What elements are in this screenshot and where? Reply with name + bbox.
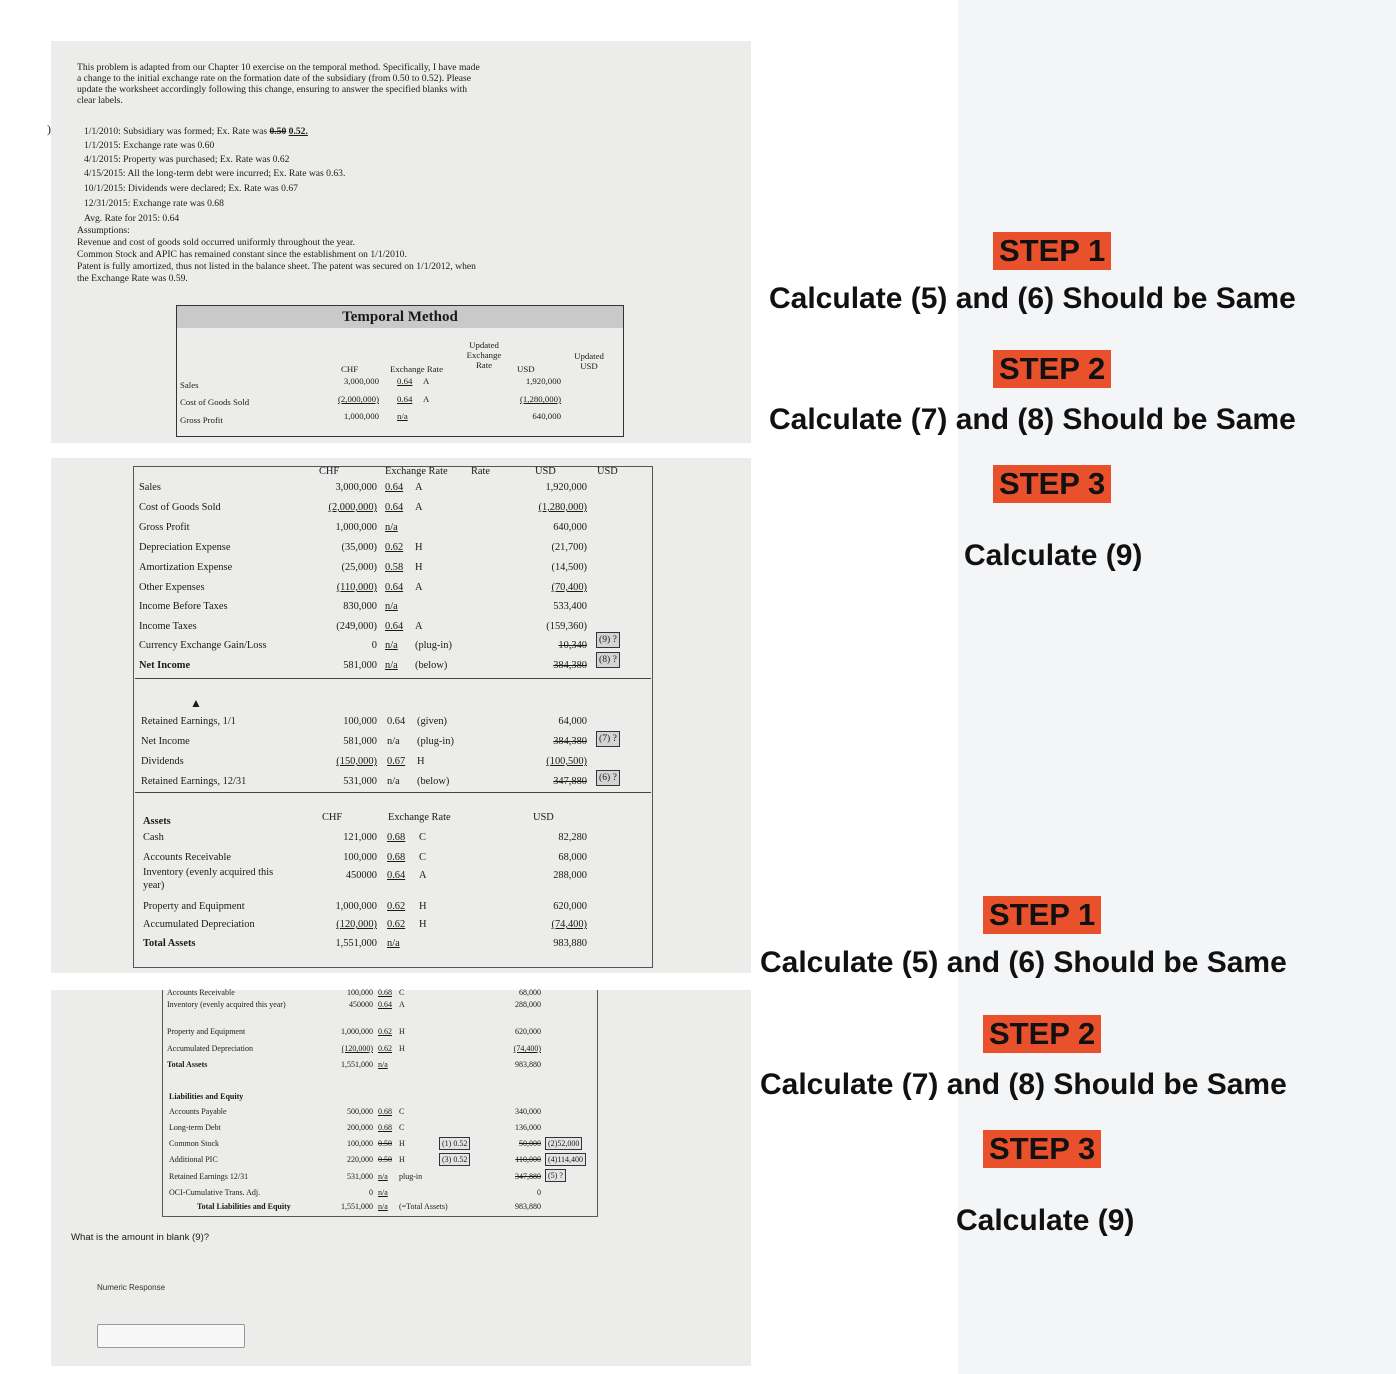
bs-asset-usd: 983,880 (515, 1060, 541, 1069)
numeric-response-input[interactable] (97, 1324, 245, 1348)
bs-asset-rate: 0.62 (378, 1027, 392, 1036)
tm-row-rate: 0.64 (397, 376, 413, 386)
temporal-method-title: Temporal Method (177, 306, 623, 328)
bs-asset-chf: (120,000) (341, 1044, 373, 1053)
tm-row-label: Gross Profit (180, 415, 223, 425)
bs-liab-label: Accounts Payable (169, 1107, 227, 1116)
bs-liab-code: (=Total Assets) (399, 1202, 448, 1211)
asset-row-chf: 1,551,000 (335, 938, 377, 949)
re-row-code: (given) (417, 716, 448, 727)
asset-row-usd: 68,000 (558, 852, 587, 863)
bs-asset-usd: (74,400) (513, 1044, 541, 1053)
problem-statement-image (47, 41, 751, 443)
fact-line-5: 10/1/2015: Dividends were declared; Ex. Rate was 0.67 (84, 183, 298, 194)
bs-asset-rate: 0.68 (378, 988, 392, 997)
is-row-chf: (35,000) (341, 542, 377, 553)
intro-line-4: clear labels. (77, 95, 123, 106)
bs-liab-code: plug-in (399, 1172, 423, 1181)
is-row-chf: (2,000,000) (328, 502, 377, 513)
tm-row-label: Cost of Goods Sold (180, 397, 250, 407)
is-row-usd: (159,360) (546, 621, 587, 632)
tm-header-chf: CHF (341, 364, 359, 374)
asset-row-rate: 0.64 (387, 870, 406, 881)
bs-liab-label: Common Stock (169, 1139, 220, 1148)
is-row-chf: 3,000,000 (335, 482, 377, 493)
bs-liab-rate: n/a (378, 1202, 388, 1211)
asset-row-rate: n/a (387, 938, 400, 949)
assets-label: Assets (143, 816, 171, 827)
step-2-badge: STEP 2 (993, 350, 1111, 388)
asset-row-rate: 0.68 (387, 852, 406, 863)
is-row-label: Gross Profit (139, 522, 190, 533)
re-row-label: Net Income (141, 736, 190, 747)
asset-row-label: Accumulated Depreciation (143, 919, 255, 930)
balance-sheet-frame (162, 990, 598, 1217)
bs-liab-chf: 500,000 (347, 1107, 373, 1116)
is-row-chf: (25,000) (341, 562, 377, 573)
is-row-code: A (415, 621, 423, 632)
blank-2: (2)52,000 (545, 1137, 582, 1150)
tm-row-chf: 1,000,000 (343, 411, 379, 421)
is-row-code: H (415, 562, 423, 573)
is-header-chf: CHF (319, 466, 340, 477)
bs-liab-usd: 136,000 (515, 1123, 541, 1132)
is-header-exchange-rate: Exchange Rate (385, 466, 448, 477)
re-row-rate: 0.64 (387, 716, 406, 727)
bs-asset-usd: 288,000 (515, 1000, 541, 1009)
intro-line-3: update the worksheet accordingly following this change, ensuring to answer the specified blanks with (77, 84, 468, 95)
assets-header-exchange-rate: Exchange Rate (388, 812, 451, 823)
bs-asset-label: Accounts Receivable (167, 988, 235, 997)
blank-5: (5) ? (545, 1169, 566, 1182)
bs-liab-rate: n/a (378, 1172, 388, 1181)
bs-liab-usd: 347,880 (515, 1172, 541, 1181)
re-row-usd: 347,880 (553, 776, 587, 787)
temporal-method-table (176, 305, 624, 437)
step-1-text: Calculate (5) and (6) Should be Same (769, 282, 1296, 315)
step-2-text-repeat: Calculate (7) and (8) Should be Same (760, 1068, 1287, 1101)
liabilities-label: Liabilities and Equity (169, 1092, 244, 1101)
intro-line-2: a change to the initial exchange rate on the formation date of the subsidiary (from 0.50 to 0.52). Please (77, 73, 472, 84)
bs-asset-label: Property and Equipment (167, 1027, 246, 1036)
bs-liab-code: C (399, 1123, 405, 1132)
fact-line-6: 12/31/2015: Exchange rate was 0.68 (84, 198, 224, 209)
step-3-badge: STEP 3 (993, 465, 1111, 503)
fact-new-rate: 0.52. (288, 126, 308, 137)
is-row-rate: n/a (385, 660, 398, 671)
fact-line-1 (84, 126, 308, 137)
bs-asset-label: Total Assets (167, 1060, 208, 1069)
bs-asset-rate: n/a (378, 1060, 388, 1069)
is-row-usd: (21,700) (551, 542, 587, 553)
is-row-label: Income Before Taxes (139, 601, 228, 612)
bs-liab-rate: 0.68 (378, 1107, 392, 1116)
is-row-usd: 1,920,000 (545, 482, 587, 493)
re-row-code: (plug-in) (417, 736, 454, 747)
is-row-usd: (70,400) (551, 582, 587, 593)
bs-liab-label: OCI-Cumulative Trans. Adj. (169, 1188, 261, 1197)
blank-6: (6) ? (596, 770, 620, 786)
worksheet-balance-sheet-image (51, 990, 751, 1366)
bs-asset-label: Accumulated Depreciation (167, 1044, 253, 1053)
assumption-line-4: the Exchange Rate was 0.59. (77, 273, 188, 284)
assumption-line-1: Revenue and cost of goods sold occurred uniformly throughout the year. (77, 237, 355, 248)
question-text: What is the amount in blank (9)? (71, 1232, 210, 1243)
tm-row-usd: 640,000 (532, 411, 561, 421)
step-1-badge-repeat: STEP 1 (983, 896, 1101, 934)
is-row-code: A (415, 582, 423, 593)
is-row-usd: 533,400 (553, 601, 587, 612)
tm-row-label: Sales (180, 380, 199, 390)
is-row-label: Income Taxes (139, 621, 197, 632)
asset-row-label: Property and Equipment (143, 901, 245, 912)
asset-row-chf: (120,000) (336, 919, 377, 930)
bs-asset-code: H (399, 1044, 405, 1053)
bs-asset-label: Inventory (evenly acquired this year) (167, 1000, 286, 1009)
bs-asset-code: H (399, 1027, 405, 1036)
step-2-text: Calculate (7) and (8) Should be Same (769, 403, 1296, 436)
re-row-rate: n/a (387, 776, 400, 787)
bs-liab-chf: 0 (369, 1188, 373, 1197)
bs-liab-rate: 0.50 (378, 1155, 392, 1164)
is-row-rate: 0.64 (385, 482, 404, 493)
asset-row-label: Accounts Receivable (143, 852, 231, 863)
tm-row-chf: 3,000,000 (343, 376, 379, 386)
bs-asset-usd: 620,000 (515, 1027, 541, 1036)
bs-liab-label: Long-term Debt (169, 1123, 221, 1132)
is-row-code: H (415, 542, 423, 553)
asset-row-code: C (419, 852, 426, 863)
intro-line-1: This problem is adapted from our Chapter 10 exercise on the temporal method. Specifically, I have made (77, 62, 480, 73)
bs-liab-chf: 1,551,000 (341, 1202, 373, 1211)
asset-row-usd: 983,880 (553, 938, 587, 949)
asset-row-rate: 0.62 (387, 919, 406, 930)
worksheet-income-statement-image (51, 458, 751, 973)
is-header-rate: Rate (471, 466, 491, 477)
is-row-code: (plug-in) (415, 640, 452, 651)
is-row-label: Depreciation Expense (139, 542, 231, 553)
is-row-chf: 830,000 (343, 601, 377, 612)
is-row-code: (below) (415, 660, 448, 671)
bs-liab-chf: 100,000 (347, 1139, 373, 1148)
bs-liab-label: Total Liabilities and Equity (197, 1202, 291, 1211)
is-row-rate: 0.58 (385, 562, 404, 573)
assumptions-label: Assumptions: (77, 225, 130, 236)
fact-line-4: 4/15/2015: All the long-term debt were incurred; Ex. Rate was 0.63. (84, 168, 346, 179)
bs-liab-usd: 983,880 (515, 1202, 541, 1211)
tm-row-rate: n/a (397, 411, 408, 421)
bs-liab-usd: 0 (537, 1188, 541, 1197)
tm-row-rate: 0.64 (397, 394, 413, 404)
step-2-badge-repeat: STEP 2 (983, 1015, 1101, 1053)
re-row-code: H (417, 756, 425, 767)
bs-liab-chf: 220,000 (347, 1155, 373, 1164)
asset-row-label: Cash (143, 832, 164, 843)
asset-row-chf: 450000 (345, 870, 377, 881)
step-3-text: Calculate (9) (964, 539, 1143, 572)
re-row-code: (below) (417, 776, 450, 787)
bs-liab-rate: 0.50 (378, 1139, 392, 1148)
is-row-label: Amortization Expense (139, 562, 233, 573)
re-row-chf: 581,000 (343, 736, 377, 747)
is-row-usd: (14,500) (551, 562, 587, 573)
is-row-usd: 384,380 (553, 660, 587, 671)
is-header-updated-usd: USD (597, 466, 618, 477)
tm-header-updated-usd: Updated USD (574, 351, 604, 371)
bs-liab-code: H (399, 1155, 405, 1164)
mouse-cursor-icon: ▲ (190, 696, 202, 710)
tm-header-usd: USD (517, 364, 535, 374)
asset-row-chf: 100,000 (343, 852, 377, 863)
is-row-chf: (249,000) (336, 621, 377, 632)
re-row-label: Dividends (141, 756, 184, 767)
assets-header-chf: CHF (322, 812, 343, 823)
is-row-rate: 0.64 (385, 582, 404, 593)
fact-line-2: 1/1/2015: Exchange rate was 0.60 (84, 140, 215, 151)
bs-liab-rate: 0.68 (378, 1123, 392, 1132)
bs-liab-code: H (399, 1139, 405, 1148)
bs-asset-usd: 68,000 (519, 988, 541, 997)
blank-4: (4)114,400 (545, 1153, 586, 1166)
fact-line-7: Avg. Rate for 2015: 0.64 (84, 213, 180, 224)
bs-liab-usd: 340,000 (515, 1107, 541, 1116)
is-row-rate: 0.64 (385, 621, 404, 632)
is-row-label: Currency Exchange Gain/Loss (139, 640, 267, 651)
is-row-chf: 581,000 (343, 660, 377, 671)
bs-liab-usd: 50,000 (519, 1139, 541, 1148)
bs-liab-chf: 200,000 (347, 1123, 373, 1132)
asset-row-usd: 82,280 (558, 832, 587, 843)
bs-asset-rate: 0.64 (378, 1000, 392, 1009)
asset-row-code: A (419, 870, 427, 881)
asset-row-rate: 0.68 (387, 832, 406, 843)
assets-header-usd: USD (533, 812, 554, 823)
re-row-usd: 64,000 (558, 716, 587, 727)
re-row-chf: 100,000 (343, 716, 377, 727)
bs-asset-rate: 0.62 (378, 1044, 392, 1053)
is-row-usd: 10,340 (558, 640, 587, 651)
is-row-usd: 640,000 (553, 522, 587, 533)
re-row-label: Retained Earnings, 12/31 (141, 776, 247, 787)
is-row-rate: n/a (385, 522, 398, 533)
fact-line-1-text: 1/1/2010: Subsidiary was formed; Ex. Rate was (84, 126, 270, 137)
re-row-chf: 531,000 (343, 776, 377, 787)
re-row-usd: 384,380 (553, 736, 587, 747)
asset-row-rate: 0.62 (387, 901, 406, 912)
blank-8: (8) ? (596, 652, 620, 668)
tm-header-exchange-rate: Exchange Rate (390, 364, 444, 374)
is-row-usd: (1,280,000) (538, 502, 587, 513)
tm-row-usd: (1,280,000) (519, 394, 561, 404)
bs-asset-chf: 450000 (349, 1000, 373, 1009)
divider (135, 678, 651, 679)
asset-row-label: Inventory (evenly acquired this year) (143, 867, 274, 891)
re-row-rate: 0.67 (387, 756, 406, 767)
is-row-label: Other Expenses (139, 582, 205, 593)
blank-1: (1) 0.52 (439, 1137, 470, 1150)
step-1-badge: STEP 1 (993, 232, 1111, 270)
step-3-badge-repeat: STEP 3 (983, 1130, 1101, 1168)
asset-row-usd: 288,000 (553, 870, 587, 881)
tm-header-updated-rate: Updated Exchange Rate (466, 340, 502, 370)
is-row-chf: 0 (371, 640, 377, 651)
tm-row-code: A (423, 394, 430, 404)
bs-asset-chf: 1,000,000 (341, 1027, 373, 1036)
asset-row-chf: 1,000,000 (335, 901, 377, 912)
bs-liab-code: C (399, 1107, 405, 1116)
numeric-response-label: Numeric Response (97, 1283, 166, 1292)
re-row-chf: (150,000) (336, 756, 377, 767)
bs-asset-code: A (399, 1000, 405, 1009)
asset-row-usd: 620,000 (553, 901, 587, 912)
asset-row-code: H (419, 919, 427, 930)
bs-liab-label: Additional PIC (169, 1155, 218, 1164)
is-row-label: Sales (139, 482, 161, 493)
asset-row-chf: 121,000 (343, 832, 377, 843)
bs-liab-usd: 110,000 (515, 1155, 541, 1164)
bs-liab-label: Retained Earnings 12/31 (169, 1172, 249, 1181)
is-row-rate: n/a (385, 640, 398, 651)
is-row-code: A (415, 502, 423, 513)
tm-row-usd: 1,920,000 (525, 376, 561, 386)
re-row-usd: (100,500) (546, 756, 587, 767)
tm-row-chf: (2,000,000) (337, 394, 379, 404)
asset-row-usd: (74,400) (551, 919, 587, 930)
assumption-line-3: Patent is fully amortized, thus not listed in the balance sheet. The patent was secured on 1/1/2012, when (77, 261, 476, 272)
blank-9: (9) ? (596, 632, 620, 648)
is-row-rate: 0.62 (385, 542, 404, 553)
fact-old-rate: 0.50 (269, 126, 287, 137)
re-row-label: Retained Earnings, 1/1 (141, 716, 236, 727)
is-header-usd: USD (535, 466, 556, 477)
blank-3: (3) 0.52 (439, 1153, 470, 1166)
blank-7: (7) ? (596, 731, 620, 747)
tm-row-code: A (423, 376, 430, 386)
asset-row-code: H (419, 901, 427, 912)
bs-asset-code: C (399, 988, 405, 997)
asset-row-label: Total Assets (143, 938, 196, 949)
is-row-chf: (110,000) (336, 582, 377, 593)
step-1-text-repeat: Calculate (5) and (6) Should be Same (760, 946, 1287, 979)
assumption-line-2: Common Stock and APIC has remained constant since the establishment on 1/1/2010. (77, 249, 407, 260)
is-row-code: A (415, 482, 423, 493)
is-row-label: Cost of Goods Sold (139, 502, 221, 513)
asset-row-code: C (419, 832, 426, 843)
bs-asset-chf: 100,000 (347, 988, 373, 997)
margin-marker: ) (47, 122, 51, 136)
is-row-label: Net Income (139, 660, 191, 671)
step-3-text-repeat: Calculate (9) (956, 1204, 1135, 1237)
is-row-rate: 0.64 (385, 502, 404, 513)
bs-liab-rate: n/a (378, 1188, 388, 1197)
is-row-chf: 1,000,000 (335, 522, 377, 533)
bs-asset-chf: 1,551,000 (341, 1060, 373, 1069)
bs-liab-chf: 531,000 (347, 1172, 373, 1181)
fact-line-3: 4/1/2015: Property was purchased; Ex. Rate was 0.62 (84, 154, 290, 165)
is-row-rate: n/a (385, 601, 398, 612)
divider (135, 792, 651, 793)
re-row-rate: n/a (387, 736, 400, 747)
